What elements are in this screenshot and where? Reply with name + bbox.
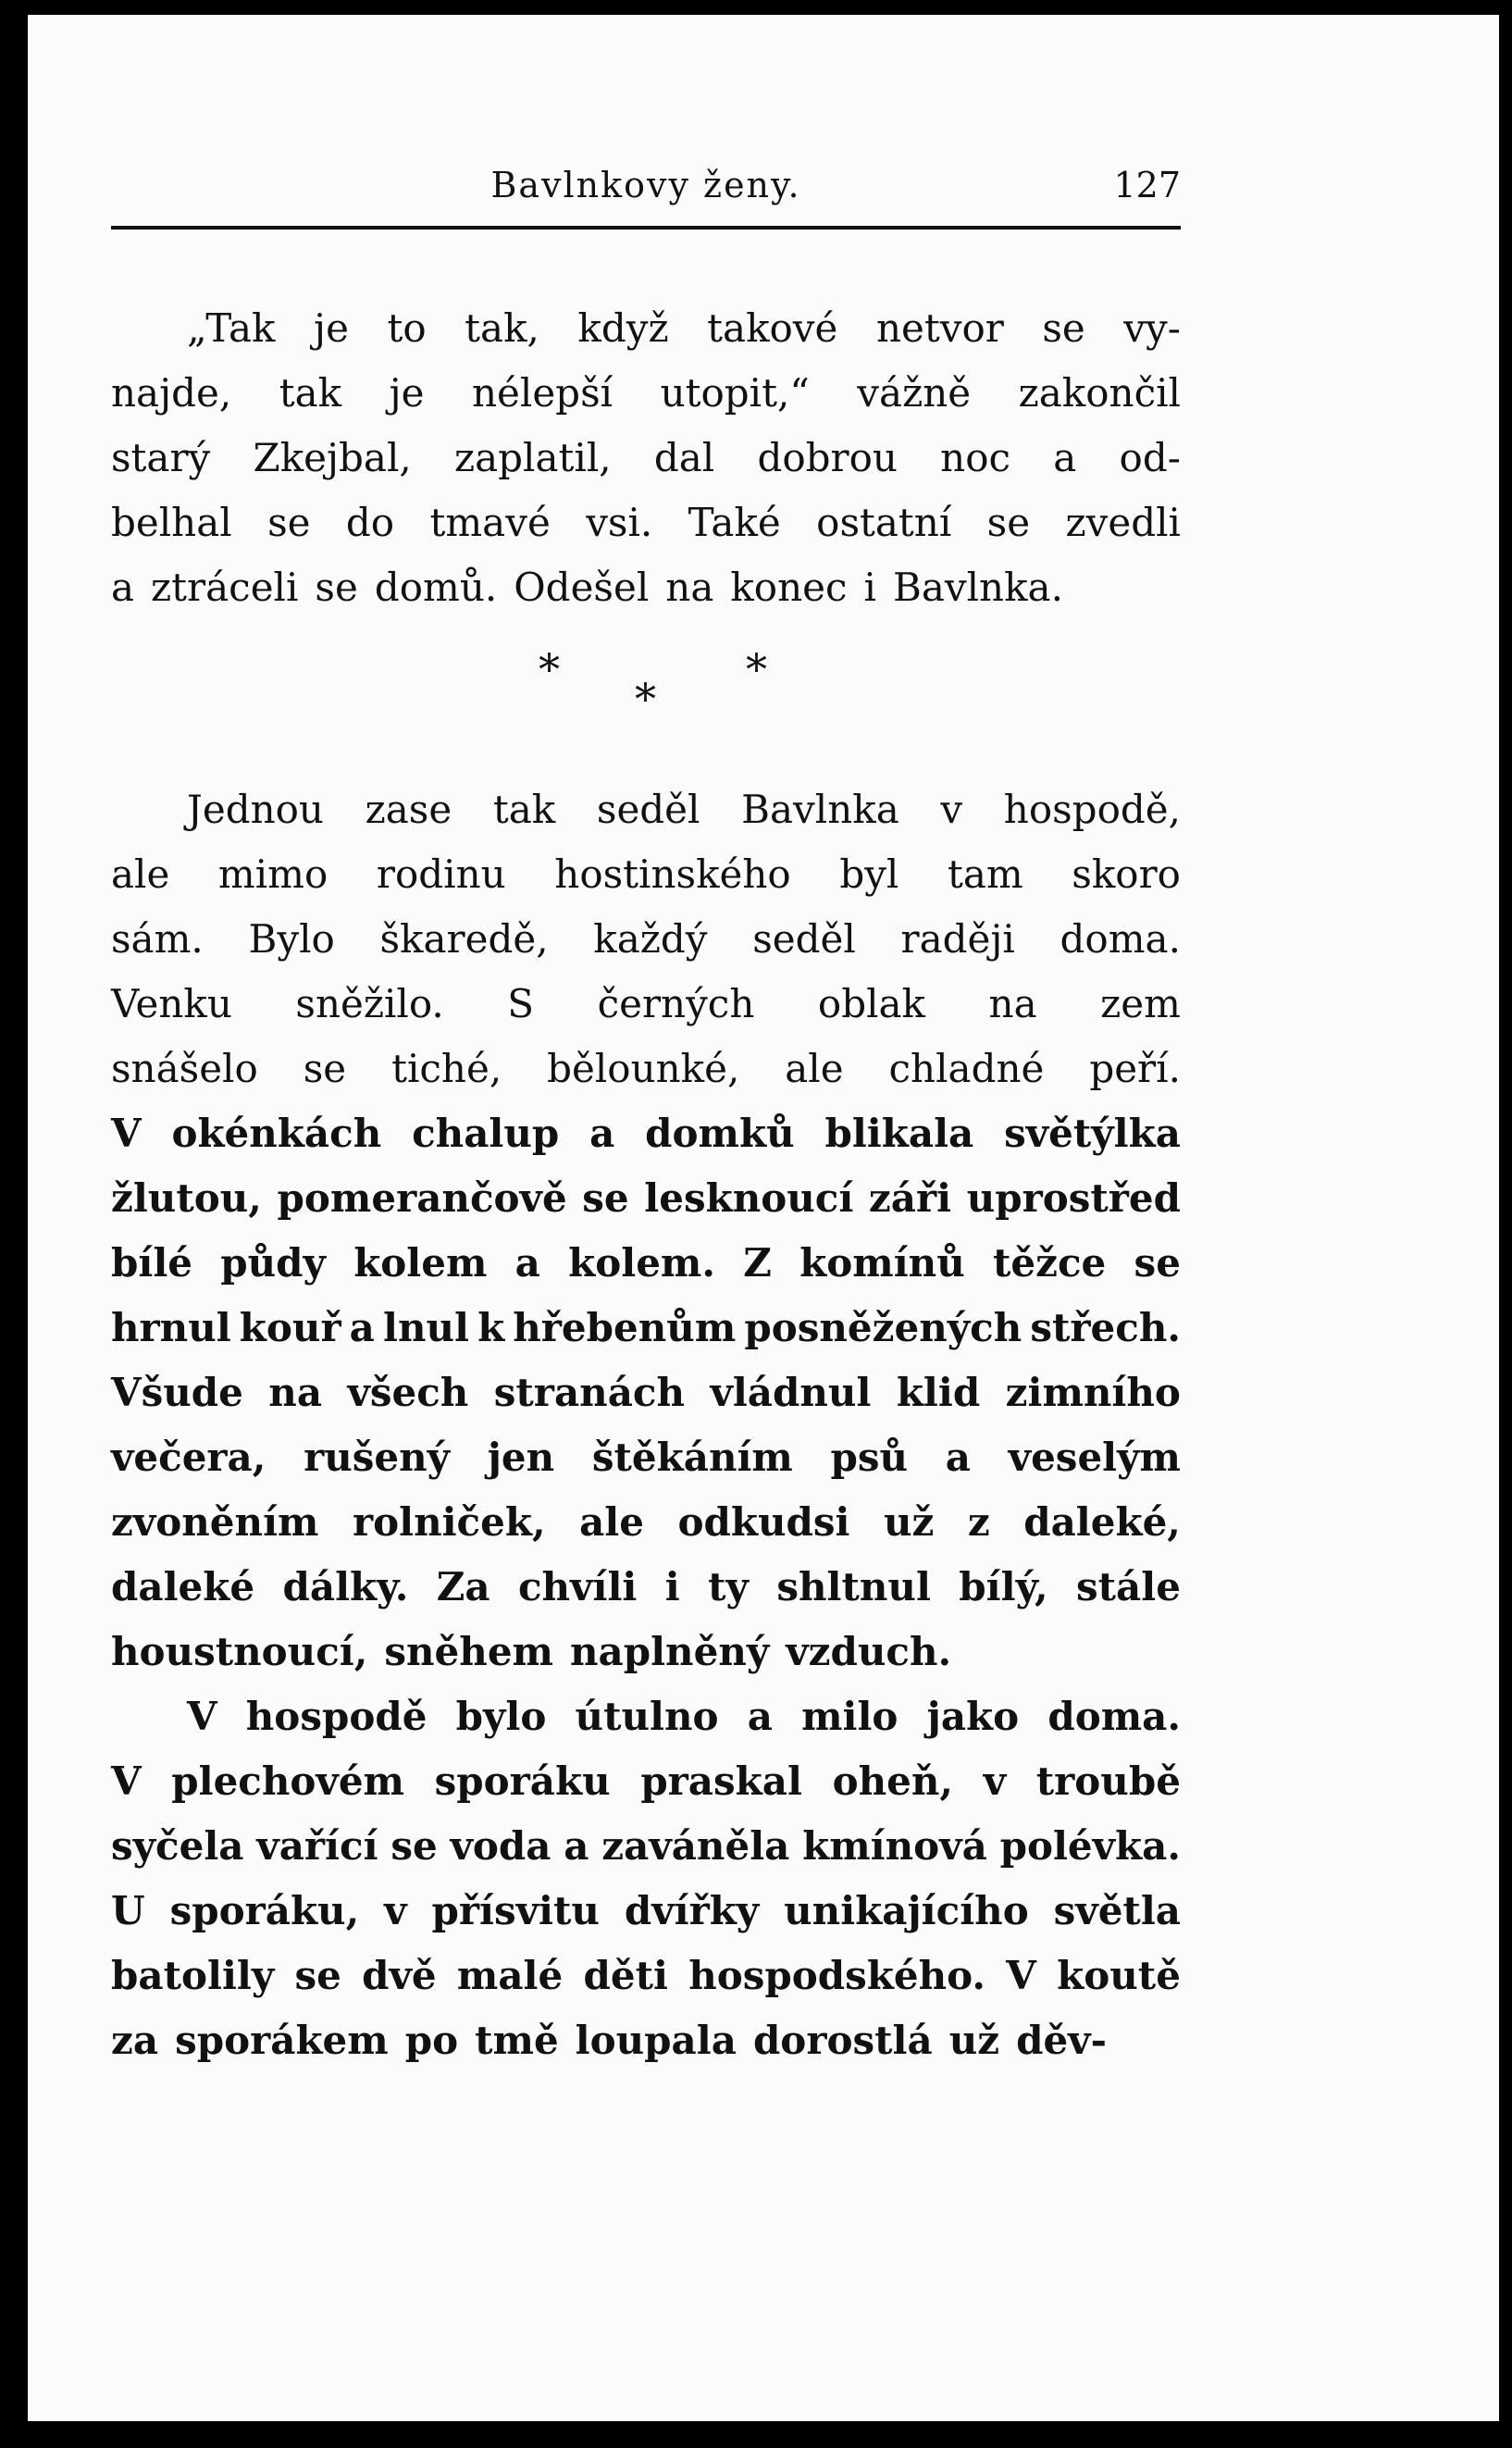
word: tak, xyxy=(465,305,539,351)
word: uprostřed xyxy=(966,1175,1181,1221)
word: odkudsi xyxy=(677,1499,850,1545)
word: sněžilo. xyxy=(295,981,444,1026)
word: seděl xyxy=(752,916,856,962)
word: a xyxy=(747,1694,773,1739)
word: černých xyxy=(597,981,755,1026)
word: Bavlnka. xyxy=(892,565,1063,610)
word: tak xyxy=(279,370,342,416)
word: loupala xyxy=(575,2018,737,2063)
word: děti xyxy=(583,1953,668,1998)
word: se xyxy=(1042,305,1085,351)
word: unikajícího xyxy=(784,1888,1029,1933)
word: zaváněla xyxy=(601,1823,790,1869)
word: okénkách xyxy=(171,1111,382,1156)
paragraph-3 xyxy=(111,1684,1181,2073)
word: všech xyxy=(347,1370,469,1415)
word: chalup xyxy=(412,1111,560,1156)
word: dvě xyxy=(362,1953,437,1998)
word: domů. xyxy=(374,565,498,610)
word: zvedli xyxy=(1065,500,1181,545)
word: vy- xyxy=(1123,305,1181,351)
word: belhal xyxy=(111,500,232,545)
word: najde, xyxy=(111,370,232,416)
word: sporákem xyxy=(175,2018,389,2063)
word: houstnoucí, xyxy=(111,1629,368,1674)
word: shltnul xyxy=(776,1564,931,1609)
word: chladné xyxy=(888,1046,1045,1091)
word: a xyxy=(564,1823,589,1869)
word: vařící xyxy=(256,1823,378,1869)
word: V xyxy=(111,1758,142,1804)
word: hospodě xyxy=(245,1694,428,1739)
word: se xyxy=(582,1175,629,1221)
word: štěkáním xyxy=(591,1435,793,1480)
word: oblak xyxy=(817,981,926,1026)
word: milo xyxy=(801,1694,899,1739)
word: k xyxy=(477,1305,505,1350)
text-line xyxy=(111,1684,1181,1749)
word: peří. xyxy=(1089,1046,1181,1091)
word: doma. xyxy=(1047,1694,1181,1739)
word: lnul xyxy=(382,1305,469,1350)
word: S xyxy=(507,981,535,1026)
word: přísvitu xyxy=(431,1888,600,1933)
word: naplněný xyxy=(569,1629,770,1674)
word: seděl xyxy=(596,787,700,832)
text-line xyxy=(111,1620,1181,1684)
word: tmavé xyxy=(429,500,551,545)
word: takové xyxy=(707,305,838,351)
word: starý xyxy=(111,435,211,480)
word: zem xyxy=(1100,981,1181,1026)
word: když xyxy=(577,305,669,351)
word: bělounké, xyxy=(547,1046,740,1091)
word: zimního xyxy=(1005,1370,1181,1415)
word: je xyxy=(314,305,349,351)
word: troubě xyxy=(1035,1758,1181,1804)
word: vládnul xyxy=(710,1370,872,1415)
word: hřebenům xyxy=(513,1305,737,1350)
word: batolily xyxy=(111,1953,275,1998)
word: zakončil xyxy=(1018,370,1181,416)
word: hospodského. xyxy=(688,1953,986,1998)
word: hostinského xyxy=(554,851,791,897)
text-line xyxy=(111,296,1181,361)
section-separator xyxy=(111,620,1181,777)
word: každý xyxy=(593,916,708,962)
running-title: Bavlnkovy ženy. xyxy=(490,165,801,205)
word: dobrou xyxy=(757,435,898,480)
word: ale xyxy=(579,1499,644,1545)
page-header xyxy=(111,148,1181,213)
header-rule xyxy=(111,226,1181,230)
text-line xyxy=(111,1361,1181,1425)
text-line xyxy=(111,1944,1181,2008)
word: a xyxy=(589,1111,615,1156)
word: Také xyxy=(688,500,781,545)
asterisk-icon: * xyxy=(539,644,560,694)
text-line xyxy=(111,555,1181,620)
text-line xyxy=(111,426,1181,491)
asterisk-icon: * xyxy=(635,674,656,724)
word: mimo xyxy=(217,851,328,897)
word: Jednou xyxy=(187,787,324,832)
word: netvor xyxy=(875,305,1004,351)
word: rodinu xyxy=(376,851,506,897)
word: sněhem xyxy=(384,1629,553,1674)
word: noc xyxy=(940,435,1011,480)
word: vsi. xyxy=(586,500,653,545)
word: Venku xyxy=(111,981,232,1026)
word: světla xyxy=(1053,1888,1181,1933)
word: lesknoucí xyxy=(644,1175,854,1221)
word: konec xyxy=(730,565,848,610)
word: voda xyxy=(450,1823,552,1869)
word: bylo xyxy=(455,1694,547,1739)
word: žlutou, xyxy=(111,1175,262,1221)
word: se xyxy=(315,565,358,610)
word: a xyxy=(945,1435,971,1480)
word: v xyxy=(940,787,963,832)
word: Všude xyxy=(111,1370,243,1415)
word: sám. xyxy=(111,916,204,962)
word: jen xyxy=(487,1435,555,1480)
word: Odešel xyxy=(514,565,650,610)
word: dálky. xyxy=(282,1564,409,1609)
word: praskal xyxy=(640,1758,802,1804)
word: kolem xyxy=(353,1240,488,1286)
text-line xyxy=(111,1101,1181,1166)
word: doma. xyxy=(1060,916,1181,962)
word: i xyxy=(863,565,876,610)
word: půdy xyxy=(220,1240,326,1286)
word: stále xyxy=(1075,1564,1181,1609)
word: ty xyxy=(708,1564,749,1609)
word: ostatní xyxy=(816,500,952,545)
word: domků xyxy=(645,1111,795,1156)
text-line xyxy=(111,907,1181,972)
word: i xyxy=(664,1564,680,1609)
text-line xyxy=(111,1425,1181,1490)
word: ale xyxy=(111,851,170,897)
word: V xyxy=(111,1111,142,1156)
word: dorostlá xyxy=(752,2018,933,2063)
page-edge-shadow xyxy=(1499,0,1512,2448)
word: to xyxy=(387,305,427,351)
word: škaredě, xyxy=(379,916,549,962)
text-line xyxy=(111,1814,1181,1879)
word: se xyxy=(390,1823,438,1869)
word: psů xyxy=(830,1435,909,1480)
word: kmínová xyxy=(802,1823,987,1869)
word: byl xyxy=(839,851,899,897)
word: raději xyxy=(900,916,1015,962)
word: oheň, xyxy=(832,1758,954,1804)
text-line xyxy=(111,1231,1181,1296)
word: zaplatil, xyxy=(453,435,612,480)
word: stranách xyxy=(493,1370,686,1415)
word: U xyxy=(111,1888,145,1933)
word: sporáku xyxy=(434,1758,611,1804)
word: V xyxy=(187,1694,217,1739)
word: Zkejbal, xyxy=(253,435,412,480)
text-line xyxy=(111,972,1181,1037)
word: daleké xyxy=(111,1564,255,1609)
word: ztráceli xyxy=(151,565,299,610)
word: V xyxy=(1006,1953,1036,1998)
text-line xyxy=(111,1490,1181,1555)
word: se xyxy=(267,500,311,545)
word: plechovém xyxy=(171,1758,404,1804)
word: sporáku, xyxy=(169,1888,360,1933)
word: se xyxy=(294,1953,341,1998)
word: tam xyxy=(947,851,1023,897)
body-text xyxy=(111,296,1181,2073)
word: večera, xyxy=(111,1435,266,1480)
word: chvíli xyxy=(517,1564,638,1609)
word: veselým xyxy=(1008,1435,1181,1480)
word: na xyxy=(665,565,714,610)
word: útulno xyxy=(575,1694,719,1739)
text-line xyxy=(111,1037,1181,1101)
word: posněžených xyxy=(744,1305,1022,1350)
word: už xyxy=(883,1499,935,1545)
word: děv- xyxy=(1016,2018,1108,2063)
word: v xyxy=(384,1888,407,1933)
word: nélepší xyxy=(471,370,613,416)
word: dvířky xyxy=(624,1888,760,1933)
word: utopit,“ xyxy=(660,370,810,416)
word: bílý, xyxy=(959,1564,1048,1609)
word: těžce xyxy=(993,1240,1107,1286)
word: Bavlnka xyxy=(741,787,899,832)
word: bílé xyxy=(111,1240,192,1286)
word: dal xyxy=(653,435,715,480)
word: snášelo xyxy=(111,1046,258,1091)
word: střech. xyxy=(1030,1305,1181,1350)
word: z xyxy=(967,1499,990,1545)
word: Za xyxy=(436,1564,490,1609)
word: syčela xyxy=(111,1823,244,1869)
word: a xyxy=(349,1305,375,1350)
paragraph-2 xyxy=(111,777,1181,1684)
word: kolem. xyxy=(568,1240,715,1286)
word: tiché, xyxy=(391,1046,502,1091)
word: na xyxy=(268,1370,323,1415)
word: na xyxy=(988,981,1037,1026)
word: do xyxy=(345,500,395,545)
paragraph-1 xyxy=(111,296,1181,620)
text-line xyxy=(111,1749,1181,1814)
text-line xyxy=(111,1555,1181,1620)
word: zvoněním xyxy=(111,1499,319,1545)
word: blikala xyxy=(824,1111,974,1156)
word: „Tak xyxy=(187,305,276,351)
text-line xyxy=(111,1296,1181,1361)
word: komínů xyxy=(799,1240,965,1286)
word: Bylo xyxy=(248,916,335,962)
text-line xyxy=(111,777,1181,842)
word: tmě xyxy=(475,2018,559,2063)
word: už xyxy=(948,2018,1000,2063)
word: hospodě, xyxy=(1003,787,1181,832)
word: skoro xyxy=(1072,851,1181,897)
word: daleké, xyxy=(1023,1499,1181,1545)
word: malé xyxy=(456,1953,564,1998)
asterisk-icon: * xyxy=(746,644,767,694)
word: a xyxy=(111,565,135,610)
word: světýlka xyxy=(1004,1111,1181,1156)
word: záři xyxy=(868,1175,952,1221)
word: pomerančově xyxy=(277,1175,567,1221)
word: hrnul xyxy=(111,1305,231,1350)
text-line xyxy=(111,361,1181,426)
text-line xyxy=(111,842,1181,907)
word: v xyxy=(983,1758,1007,1804)
word: rušený xyxy=(304,1435,451,1480)
word: koutě xyxy=(1057,1953,1181,1998)
word: se xyxy=(303,1046,347,1091)
page-number: 127 xyxy=(1113,165,1181,205)
word: kouř xyxy=(239,1305,341,1350)
word: se xyxy=(986,500,1031,545)
word: Z xyxy=(743,1240,772,1286)
word: klid xyxy=(896,1370,981,1415)
word: jako xyxy=(926,1694,1020,1739)
text-line xyxy=(111,1879,1181,1944)
word: se xyxy=(1134,1240,1181,1286)
word: zase xyxy=(365,787,452,832)
word: vážně xyxy=(857,370,972,416)
word: a xyxy=(1053,435,1077,480)
text-line xyxy=(111,491,1181,555)
text-line xyxy=(111,1166,1181,1231)
word: vzduch. xyxy=(786,1629,952,1674)
word: polévka. xyxy=(999,1823,1181,1869)
word: za xyxy=(111,2018,159,2063)
text-line xyxy=(111,2008,1181,2073)
word: po xyxy=(404,2018,459,2063)
word: tak xyxy=(492,787,556,832)
word: je xyxy=(389,370,425,416)
word: ale xyxy=(785,1046,844,1091)
word: od- xyxy=(1119,435,1181,480)
word: rolniček, xyxy=(352,1499,546,1545)
word: a xyxy=(514,1240,540,1286)
